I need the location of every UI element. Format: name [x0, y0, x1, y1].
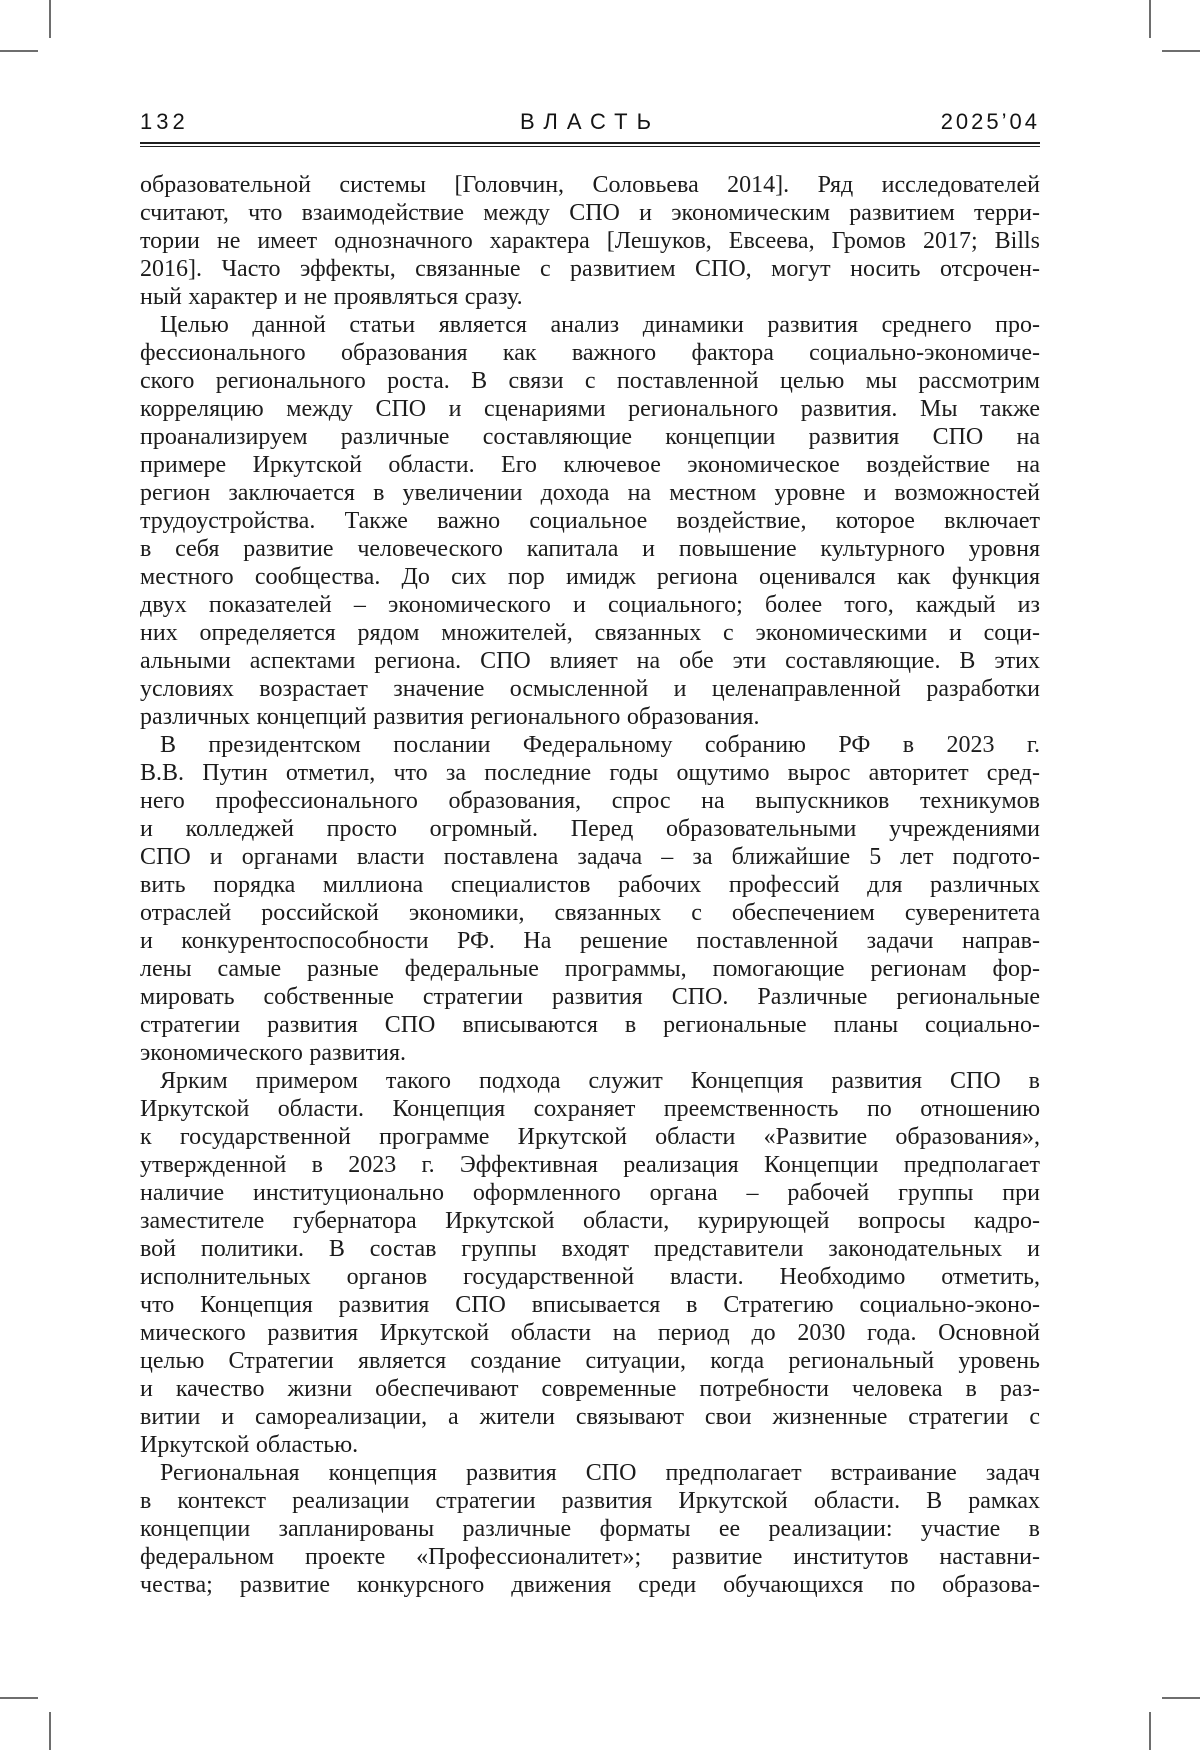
- issue-label: 2025’04: [940, 109, 1040, 134]
- crop-mark-bottom-right-vertical: [1149, 1712, 1151, 1750]
- body-text-line: трудоустройства. Также важно социальное воздействие, которое включает: [140, 508, 1040, 534]
- crop-mark-top-right-vertical: [1149, 0, 1151, 38]
- body-text-line: различных концепций развития регионального образования.: [140, 704, 760, 730]
- header-rule: [140, 142, 1040, 147]
- body-text-line: считают, что взаимодействие между СПО и экономическим развитием терри-: [140, 200, 1040, 226]
- body-text-line: ный характер и не проявляться сразу.: [140, 284, 523, 310]
- paragraph: [140, 1067, 1040, 1459]
- page-header: [140, 108, 1040, 136]
- body-text-line: отраслей российской экономики, связанных с обеспечением суверенитета: [140, 900, 1040, 926]
- body-text-line: В президентском послании Федеральному собранию РФ в 2023 г.: [160, 732, 1040, 758]
- body-text-line: регион заключается в увеличении дохода на местном уровне и возможностей: [140, 480, 1040, 506]
- body-text-line: условиях возрастает значение осмысленной и целенаправленной разработки: [140, 676, 1040, 702]
- body-text-line: двух показателей – экономического и социального; более того, каждый из: [140, 592, 1040, 618]
- body-text-line: лены самые разные федеральные программы, помогающие регионам фор-: [140, 956, 1040, 982]
- paragraph: [140, 731, 1040, 1067]
- body-text-line: образовательной системы [Головчин, Соловьева 2014]. Ряд исследователей: [140, 172, 1040, 198]
- body-text-line: ского регионального роста. В связи с поставленной целью мы рассмотрим: [140, 368, 1040, 394]
- body-text-line: вить порядка миллиона специалистов рабочих профессий для различных: [140, 872, 1040, 898]
- body-text-line: Ярким примером такого подхода служит Концепция развития СПО в: [160, 1068, 1040, 1094]
- body-text-line: Иркутской области. Концепция сохраняет преемственность по отношению: [140, 1096, 1040, 1122]
- body-text-line: мического развития Иркутской области на период до 2030 года. Основной: [140, 1320, 1040, 1346]
- body-text-line: примере Иркутской области. Его ключевое экономическое воздействие на: [140, 452, 1040, 478]
- body-text-line: них определяется рядом множителей, связанных с экономическими и соци-: [140, 620, 1040, 646]
- body-text-line: СПО и органами власти поставлена задача – за ближайшие 5 лет подгото-: [140, 844, 1040, 870]
- body-text-line: в контекст реализации стратегии развития Иркутской области. В рамках: [140, 1488, 1040, 1514]
- body-text-line: корреляцию между СПО и сценариями регионального развития. Мы также: [140, 396, 1040, 422]
- crop-mark-top-left-vertical: [49, 0, 51, 38]
- body-text-line: Иркутской областью.: [140, 1432, 359, 1458]
- body-text-line: федеральном проекте «Профессионалитет»; развитие институтов наставни-: [140, 1544, 1040, 1570]
- body-text-line: него профессионального образования, спрос на выпускников техникумов: [140, 788, 1040, 814]
- body-text-line: В.В. Путин отметил, что за последние годы ощутимо вырос авторитет сред-: [140, 760, 1040, 786]
- body-text-line: утвержденной в 2023 г. Эффективная реализация Концепции предполагает: [140, 1152, 1040, 1178]
- page-number: 132: [140, 109, 189, 134]
- body-text-line: экономического развития.: [140, 1040, 406, 1066]
- body-text-line: и колледжей просто огромный. Перед образовательными учреждениями: [140, 816, 1040, 842]
- body-text-line: Целью данной статьи является анализ динамики развития среднего про-: [160, 312, 1040, 338]
- body-text-line: вой политики. В состав группы входят представители законодательных и: [140, 1236, 1040, 1262]
- body-text-line: наличие институционально оформленного органа – рабочей группы при: [140, 1180, 1040, 1206]
- crop-mark-bottom-left-vertical: [49, 1712, 51, 1750]
- body-text-line: чества; развитие конкурсного движения среди обучающихся по образова-: [140, 1572, 1040, 1598]
- body-text-line: в себя развитие человеческого капитала и повышение культурного уровня: [140, 536, 1040, 562]
- article-body: [140, 171, 1040, 1599]
- body-text-line: альными аспектами региона. СПО влияет на обе эти составляющие. В этих: [140, 648, 1040, 674]
- crop-mark-bottom-left-horizontal: [0, 1697, 38, 1699]
- crop-mark-top-right-horizontal: [1162, 50, 1200, 52]
- body-text-line: витии и самореализации, а жители связывают свои жизненные стратегии с: [140, 1404, 1040, 1430]
- body-text-line: что Концепция развития СПО вписывается в Стратегию социально-эконо-: [140, 1292, 1040, 1318]
- paragraph: [140, 171, 1040, 311]
- body-text-line: и качество жизни обеспечивают современные потребности человека в раз-: [140, 1376, 1040, 1402]
- journal-title: ВЛАСТЬ: [519, 109, 661, 134]
- body-text-line: мировать собственные стратегии развития СПО. Различные региональные: [140, 984, 1040, 1010]
- body-text-line: 2016]. Часто эффекты, связанные с развитием СПО, могут носить отсрочен-: [140, 256, 1040, 282]
- body-text-line: местного сообщества. До сих пор имидж региона оценивался как функция: [140, 564, 1040, 590]
- body-text-line: стратегии развития СПО вписываются в региональные планы социально-: [140, 1012, 1040, 1038]
- body-text-line: целью Стратегии является создание ситуации, когда региональный уровень: [140, 1348, 1040, 1374]
- crop-mark-bottom-right-horizontal: [1162, 1697, 1200, 1699]
- body-text-line: Региональная концепция развития СПО предполагает встраивание задач: [160, 1460, 1040, 1486]
- body-text-line: к государственной программе Иркутской области «Развитие образования»,: [140, 1124, 1040, 1150]
- body-text-line: заместителе губернатора Иркутской области, курирующей вопросы кадро-: [140, 1208, 1040, 1234]
- body-text-line: фессионального образования как важного фактора социально-экономиче-: [140, 340, 1040, 366]
- body-text-line: и конкурентоспособности РФ. На решение поставленной задачи направ-: [140, 928, 1040, 954]
- body-text-line: тории не имеет однозначного характера [Лешуков, Евсеева, Громов 2017; Bills: [140, 228, 1040, 254]
- crop-mark-top-left-horizontal: [0, 50, 38, 52]
- paragraph: [140, 1459, 1040, 1599]
- paragraph: [140, 311, 1040, 731]
- body-text-line: концепции запланированы различные форматы ее реализации: участие в: [140, 1516, 1040, 1542]
- body-text-line: проанализируем различные составляющие концепции развития СПО на: [140, 424, 1040, 450]
- body-text-line: исполнительных органов государственной власти. Необходимо отметить,: [140, 1264, 1040, 1290]
